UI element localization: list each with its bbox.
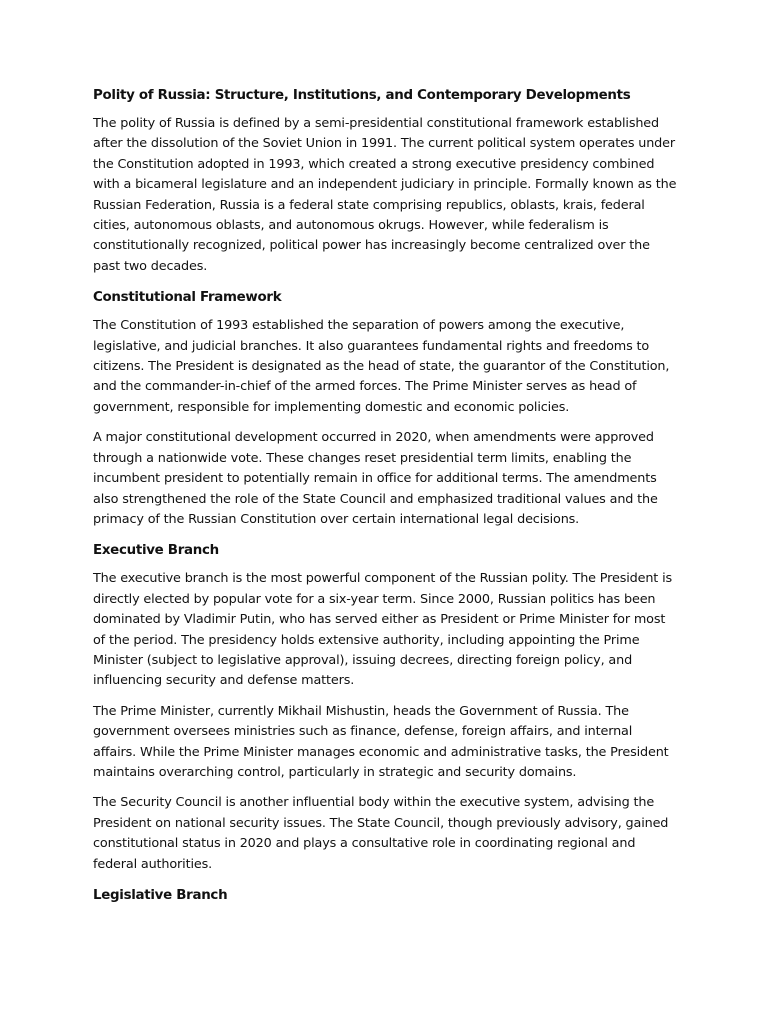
section-heading-constitutional-framework: Constitutional Framework bbox=[93, 290, 282, 306]
document-page bbox=[93, 85, 677, 914]
intro-paragraph: The polity of Russia is defined by a semi-presidential constitutional framework established after the dissolution of the Soviet Union in 1991. The current political system operates under the Constitution adopted in 1993, which created a strong executive presidency combined with a bicameral legislature and an independent judiciary in principle. Formally known as the Russian Federation, Russia is a federal state comprising republics, oblasts, krais, federal cities, autonomous oblasts, and autonomous okrugs. However, while federalism is constitutionally recognized, political power has increasingly become centralized over the past two decades. bbox=[93, 116, 677, 274]
paragraph-constitution-1993: The Constitution of 1993 established the separation of powers among the executive, legislative, and judicial branches. It also guarantees fundamental rights and freedoms to citizens. The President is designated as the head of state, the guarantor of the Constitution, and the commander-in-chief of the armed forces. The Prime Minister serves as head of government, responsible for implementing domestic and economic policies. bbox=[93, 318, 670, 415]
paragraph-amendments-2020: A major constitutional development occurred in 2020, when amendments were approved through a nationwide vote. These changes reset presidential term limits, enabling the incumbent president to potentially remain in office for additional terms. The amendments also strengthened the role of the State Council and emphasized traditional values and the primacy of the Russian Constitution over certain international legal decisions. bbox=[93, 430, 658, 527]
paragraph-executive-security-council: The Security Council is another influential body within the executive system, advising the President on national security issues. The State Council, though previously advisory, gained constitutional status in 2020 and plays a consultative role in coordinating regional and federal authorities. bbox=[93, 795, 669, 872]
paragraph-executive-prime-minister: The Prime Minister, currently Mikhail Mishustin, heads the Government of Russia. The government oversees ministries such as finance, defense, foreign affairs, and internal affairs. While the Prime Minister manages economic and administrative tasks, the President maintains overarching control, particularly in strategic and security domains. bbox=[93, 703, 669, 780]
paragraph-executive-president: The executive branch is the most powerful component of the Russian polity. The President is directly elected by popular vote for a six-year term. Since 2000, Russian politics has been dominated by Vladimir Putin, who has served either as President or Prime Minister for most of the period. The presidency holds extensive authority, including appointing the Prime Minister (subject to legislative approval), issuing decrees, directing foreign policy, and influencing security and defense matters. bbox=[93, 571, 672, 689]
section-heading-legislative-branch: Legislative Branch bbox=[93, 888, 228, 903]
document-title: Polity of Russia: Structure, Institutions, and Contemporary Developments bbox=[93, 88, 631, 103]
section-heading-executive-branch: Executive Branch bbox=[93, 543, 219, 559]
